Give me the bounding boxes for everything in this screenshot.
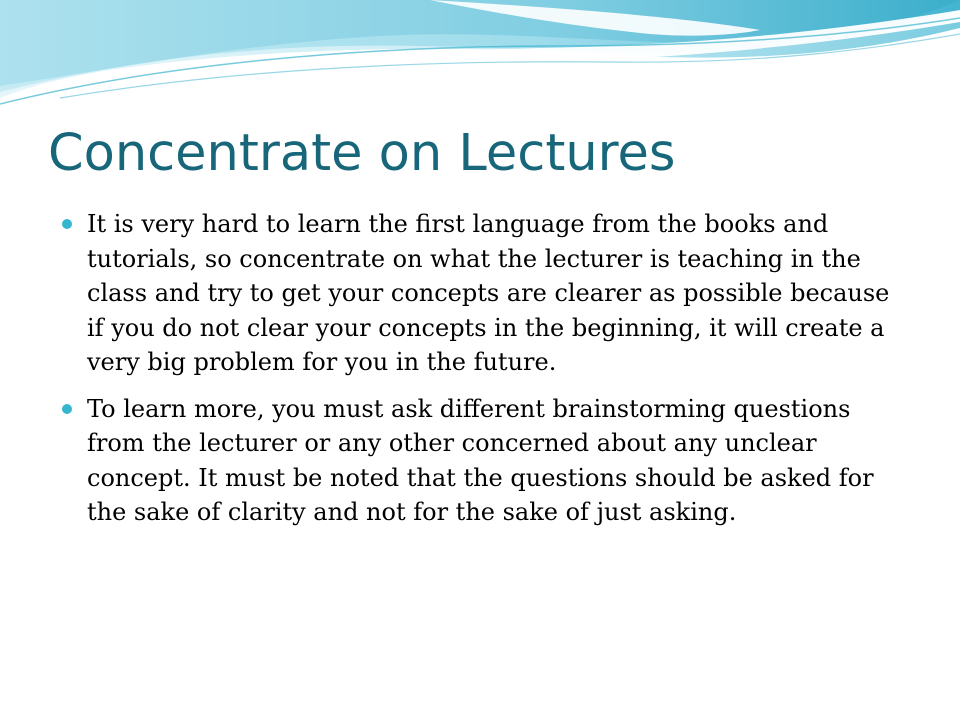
- teal-dot-icon: [62, 219, 72, 229]
- bullet-text: To learn more, you must ask different brainstorming questions from the lecturer or any other concerned about any unclear concept. It must be noted that the questions should be asked for the sake of clarity and not for the sake of just asking.: [87, 394, 874, 526]
- bullet-item: [62, 392, 912, 530]
- bullet-text: It is very hard to learn the first language from the books and tutorials, so concentrate on what the lecturer is teaching in the class and try to get your concepts are clearer as possible because if you do not clear your concepts in the beginning, it will create a very big problem for you in the future.: [87, 210, 890, 376]
- bullet-item: [62, 207, 912, 380]
- header-wave-decoration: [0, 0, 960, 130]
- slide-title: Concentrate on Lectures: [48, 124, 676, 183]
- bullet-list: [62, 207, 912, 542]
- teal-dot-icon: [62, 404, 72, 414]
